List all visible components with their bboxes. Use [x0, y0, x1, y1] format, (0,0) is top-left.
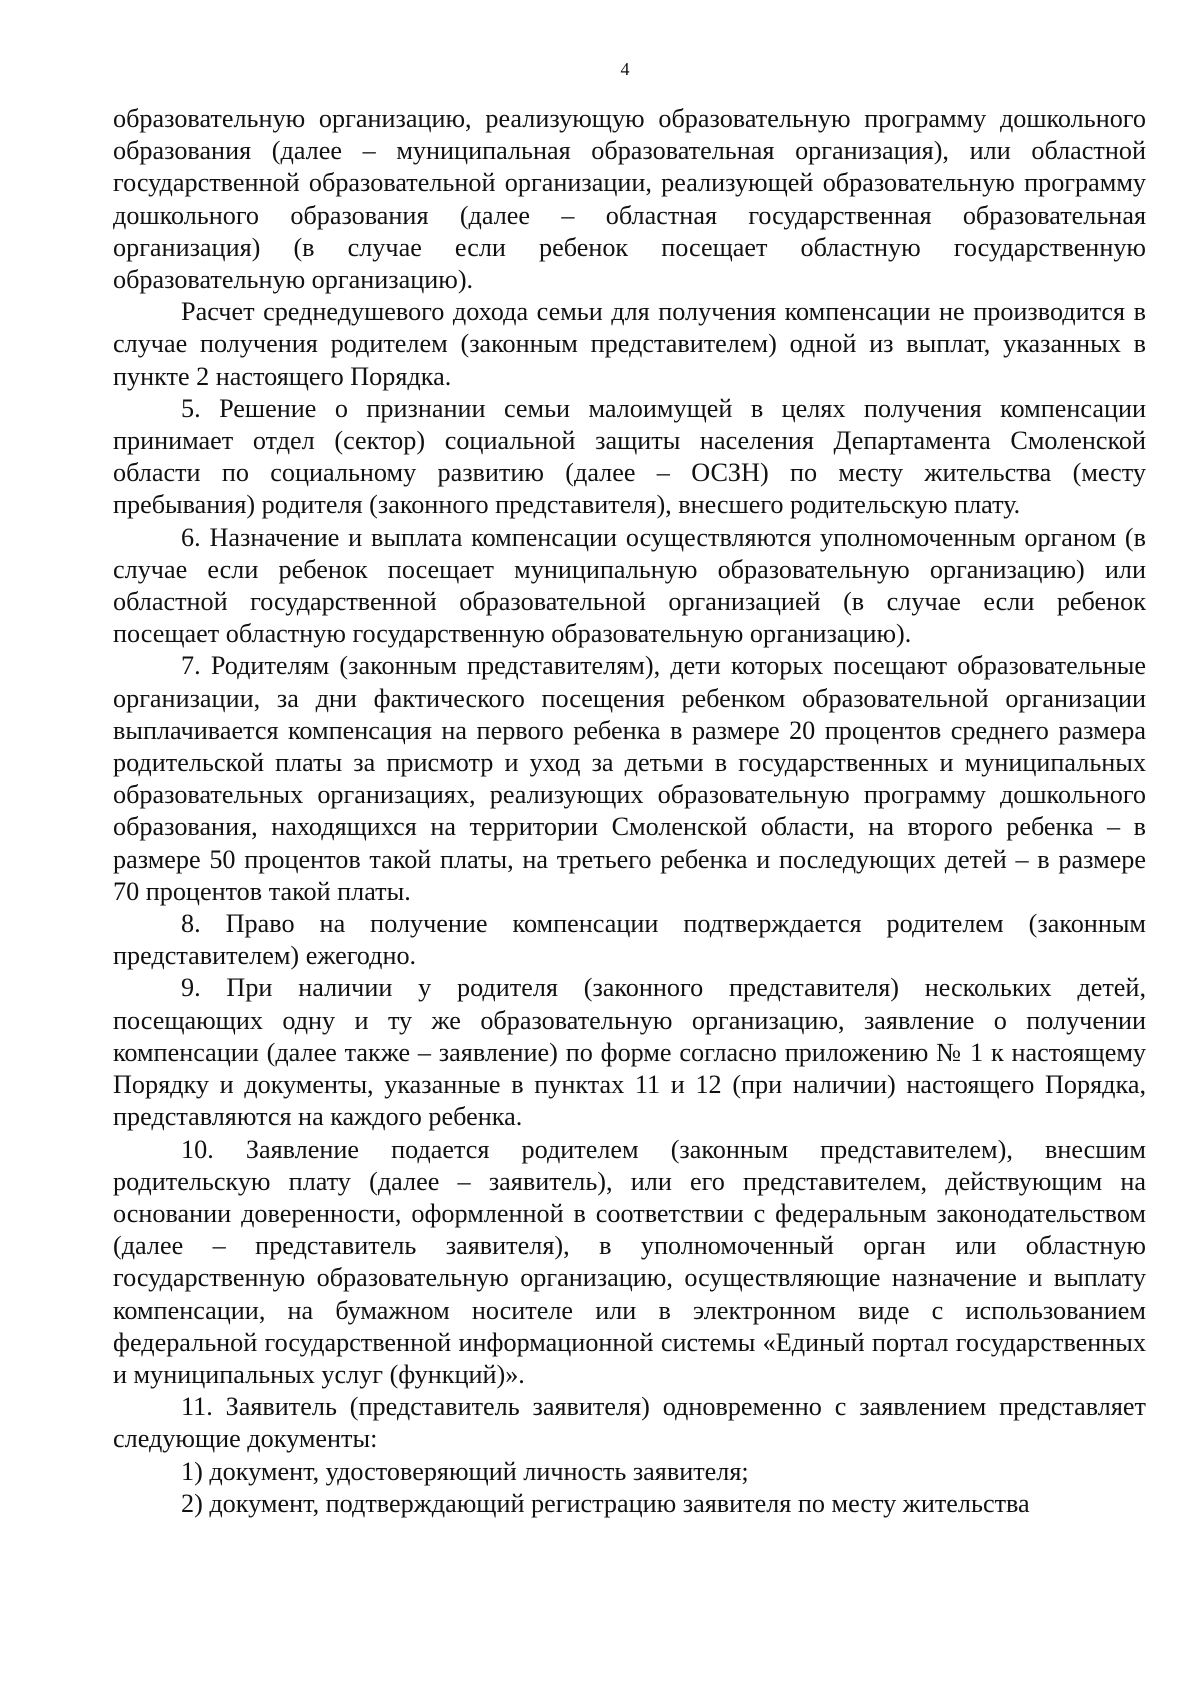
paragraph-continuation: образовательную организацию, реализующую образовательную программу дошкольного образования (далее – муниципальная образовательная организация), или областной государственной образовательной организации, реализующей образовательную программу дошкольного образования (далее – областная государственная образовательная организация) (в случае если ребенок посещает областную государственную образовательную организацию). — [113, 104, 1146, 295]
paragraph-income-calculation: Расчет среднедушевого дохода семьи для получения компенсации не производится в случае получения родителем (законным представителем) одной из выплат, указанных в пункте 2 настоящего Порядка. — [113, 297, 1146, 391]
document-body — [113, 103, 1146, 1520]
paragraph-item-7: 7. Родителям (законным представителям), дети которых посещают образовательные организации, за дни фактического посещения ребенком образовательной организации выплачивается компенсация на первого ребенка в размере 20 процентов среднего размера родительской платы за присмотр и уход за детьми в государственных и муниципальных образовательных организациях, реализующих образовательную программу дошкольного образования, находящихся на территории Смоленской области, на второго ребенка – в размере 50 процентов такой платы, на третьего ребенка и последующих детей – в размере 70 процентов такой платы. — [113, 651, 1146, 906]
paragraph-item-10: 10. Заявление подается родителем (законным представителем), внесшим родительскую плату (далее – заявитель), или его представителем, действующим на основании доверенности, оформленной в соответствии с федеральным законодательством (далее – представитель заявителя), в уполномоченный орган или областную государственную образовательную организацию, осуществляющие назначение и выплату компенсации, на бумажном носителе или в электронном виде с использованием федеральной государственной информационной системы «Единый портал государственных и муниципальных услуг (функций)». — [113, 1134, 1146, 1389]
paragraph-item-5: 5. Решение о признании семьи малоимущей в целях получения компенсации принимает отдел (сектор) социальной защиты населения Департамента Смоленской области по социальному развитию (далее – ОСЗН) по месту жительства (месту пребывания) родителя (законного представителя), внесшего родительскую плату. — [113, 393, 1146, 520]
paragraph-subitem-1: 1) документ, удостоверяющий личность заявителя; — [181, 1456, 749, 1486]
paragraph-item-8: 8. Право на получение компенсации подтверждается родителем (законным представителем) ежегодно. — [113, 909, 1146, 971]
paragraph-item-9: 9. При наличии у родителя (законного представителя) нескольких детей, посещающих одну и ту же образовательную организацию, заявление о получении компенсации (далее также – заявление) по форме согласно приложению № 1 к настоящему Порядку и документы, указанные в пунктах 11 и 12 (при наличии) настоящего Порядка, представляются на каждого ребенка. — [113, 973, 1146, 1132]
paragraph-item-6: 6. Назначение и выплата компенсации осуществляются уполномоченным органом (в случае если ребенок посещает муниципальную образовательную организацию) или областной государственной образовательной организацией (в случае если ребенок посещает областную государственную образовательную организацию). — [113, 522, 1146, 649]
page-number: 4 — [620, 59, 630, 79]
paragraph-subitem-2: 2) документ, подтверждающий регистрацию заявителя по месту жительства — [181, 1488, 1030, 1518]
paragraph-item-11: 11. Заявитель (представитель заявителя) одновременно с заявлением представляет следующие документы: — [113, 1392, 1146, 1454]
